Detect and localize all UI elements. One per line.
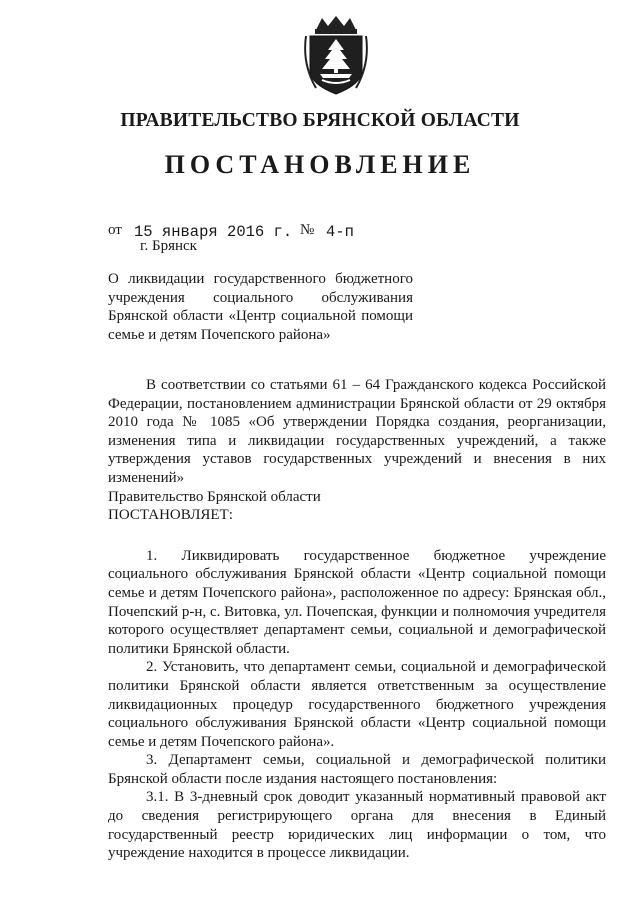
item-3: 3. Департамент семьи, социальной и демографической политики Брянской области после издания настоящего постановления:	[108, 752, 606, 787]
item-3-1: 3.1. В 3-дневный срок доводит указанный нормативный правовой акт до сведения регистрирующего органа для внесения в Единый государственный реестр юридических лиц информации о том, что учреждение находится в процессе ликвидации.	[108, 789, 606, 862]
number-value: 4-п	[326, 223, 354, 241]
decree-word: ПОСТАНОВЛЯЕТ:	[108, 507, 233, 524]
preamble-paragraph: В соответствии со статьями 61 – 64 Гражданского кодекса Российской Федерации, постановлением администрации Брянской области от 29 октября 2010 года № 1085 «Об утверждении Порядка создания, реорганизации, изменения типа и ликвидации государственных учреждений, а также утверждения уставов государственных учреждений и внесения в них изменений»	[108, 377, 606, 486]
number-prefix: №	[300, 222, 315, 238]
item-2: 2. Установить, что департамент семьи, социальной и демографической политики Брянской области является ответственным за осуществление ликвидационных процедур государственного бюджетного учреждения социального обслуживания Брянской области «Центр социальной помощи семье и детям Почепского района».	[108, 659, 606, 750]
date-prefix: от	[108, 222, 122, 238]
city: г. Брянск	[140, 238, 197, 254]
coat-of-arms-emblem	[302, 14, 370, 98]
actor-line: Правительство Брянской области	[108, 488, 321, 505]
document-body	[108, 376, 606, 863]
document-type-title: ПОСТАНОВЛЕНИЕ	[164, 150, 476, 179]
date-value: 15 января 2016 г.	[134, 223, 293, 241]
document-subject: О ликвидации государственного бюджетного учреждения социального обслуживания Брянской области «Центр социальной помощи семье и детям Почепского района»	[108, 271, 413, 343]
item-1: 1. Ликвидировать государственное бюджетное учреждение социального обслуживания Брянской области «Центр социальной помощи семье и детям Почепского района», расположенное по адресу: Брянская обл., Почепский р-н, с. Витовка, ул. Почепская, функции и полномочия учредителя которого осуществляет департамент семьи, социальной и демографической политики Брянской области.	[108, 547, 606, 657]
government-title: ПРАВИТЕЛЬСТВО БРЯНСКОЙ ОБЛАСТИ	[120, 110, 520, 131]
